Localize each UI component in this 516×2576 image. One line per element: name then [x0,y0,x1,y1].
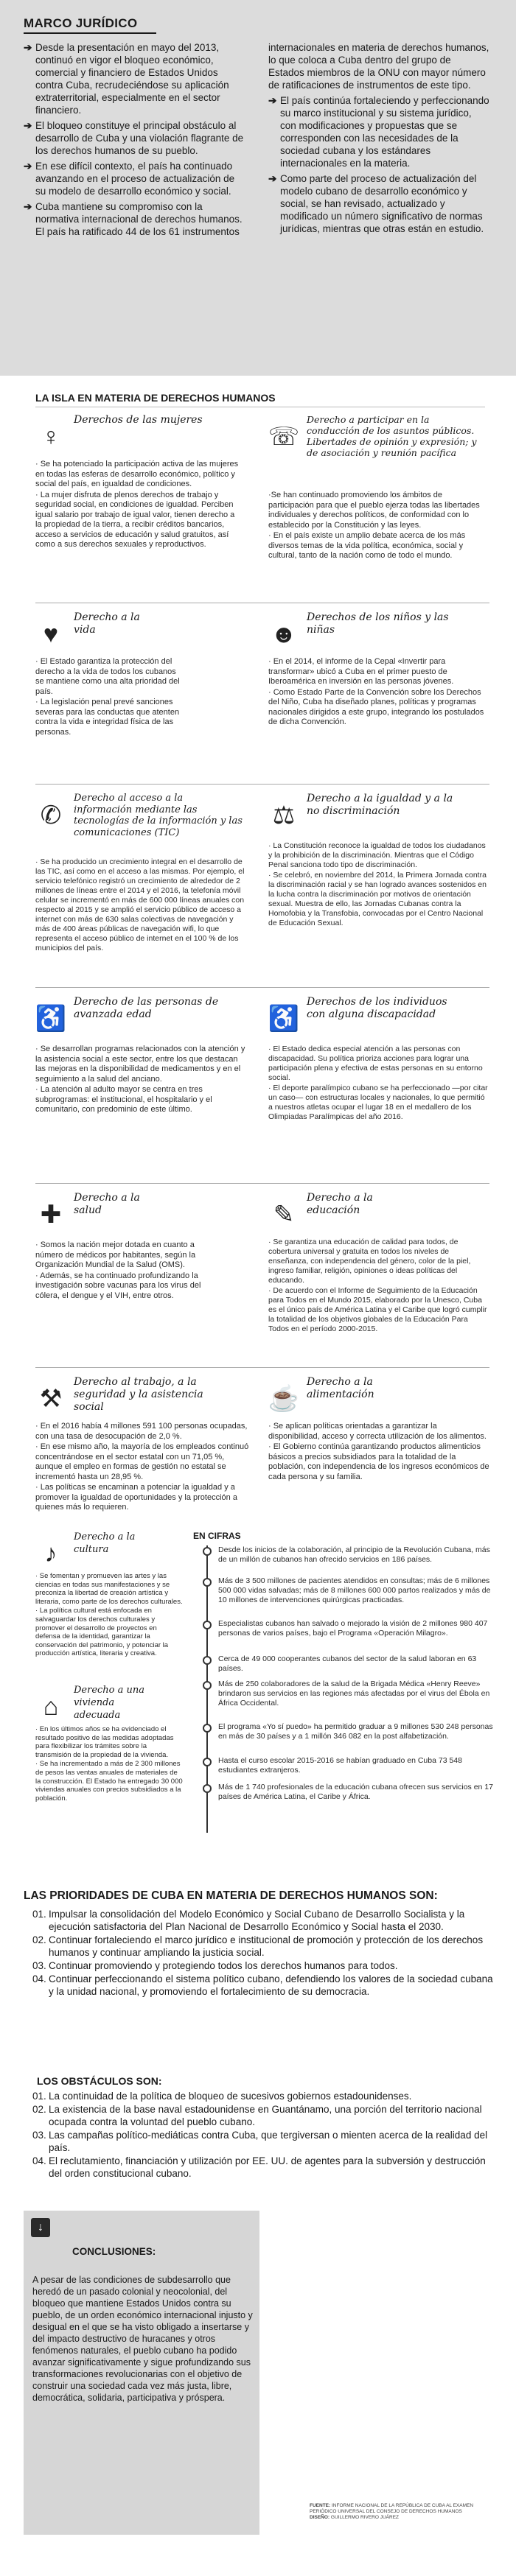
right-title: Derecho a una vivienda adecuada [74,1685,145,1721]
house-icon: ⌂ [43,1692,59,1721]
marco-paragraph: ➔ El bloqueo constituye el principal obstáculo al desarrollo de Cuba y una violación flagrante de los derechos humanos de su pueblo. [24,120,244,156]
timeline-dot [203,1547,212,1556]
conclusiones-box [24,2211,259,2535]
timeline-dot [203,1724,212,1733]
right-description: · La Constitución reconoce la igualdad de todos los ciudadanos y la prohibición de la discriminación. Mientras que el Código Penal sanciona todo tipo de discriminación. · Se celebró, en noviembre del 2014, la Primera Jornada contra la discriminación racial y se han logrado avances sostenidos en la lucha contra la discriminación por motivos de orientación sexual. Muestra de ello, las Jornadas Cubanas contra la Homofobia y la Transfobia, convocadas por el Centro Nacional de Educación Sexual. [268,841,487,927]
right-card-igualdad [268,793,489,977]
right-description: · Somos la nación mejor dotada en cuanto a número de médicos por habitantes, según la Organización Mundial de la Salud (OMS). · Además, se ha continuado profundizando la investigación sobre vacunas para los virus del cólera, el dengue y el VIH, entre otros. [35,1240,201,1300]
cifra-item: Más de 3 500 millones de pacientes atendidos en consultas; más de 6 millones 500 000 vidas salvadas; más de 8 millones 600 000 partos realizados y más de 10 millones de intervenciones quirúrgicas practicadas. [218,1576,491,1604]
right-card-tic [35,793,249,977]
right-title: Derecho de las personas de avanzada edad [74,996,219,1020]
culture-icon: ♪ [44,1539,57,1568]
food-icon: ☕ [268,1385,300,1413]
right-description: · El Estado garantiza la protección del derecho a la vida de todos los cubanos se mantiene como una alta prioridad del país. · La legislación penal prevé sanciones severas para las conductas que atenten contra la vida e integridad física de las personas. [35,657,180,737]
right-card-alimentacion [268,1376,489,1523]
divider [35,1367,489,1368]
list-item: 03. Continuar promoviendo y protegiendo todos los derechos humanos para todos. [32,1960,398,1971]
arrow-icon: ➔ [24,42,32,53]
timeline-dot [203,1681,212,1690]
right-card-educacion [268,1192,489,1361]
right-title: Derecho a la salud [74,1192,140,1216]
right-title: Derecho a la igualdad y a la no discriminación [307,793,453,817]
arrow-icon: ➔ [268,173,277,184]
cifra-item: Hasta el curso escolar 2015-2016 se habían graduado en Cuba 73 548 estudiantes extranjeros. [218,1756,462,1775]
speech-icon: ☏ [268,423,300,451]
elderly-icon: ♿ [35,1005,67,1033]
divider [35,784,489,785]
right-title: Derecho a participar en la conducción de los asuntos públicos. Libertades de opinión y expresión; y de asociación y reunión pacífica [307,414,477,458]
marco-paragraph: ➔ En ese difícil contexto, el país ha continuado avanzando en el proceso de actualización de su modelo de desarrollo económico y social. [24,161,235,197]
right-title: Derecho a la cultura [74,1531,136,1555]
cifra-item: Especialistas cubanos han salvado o mejorado la visión de 2 millones 980 407 personas de varios países, bajo el Programa «Operación Milagro». [218,1619,488,1638]
right-description: ·Se han continuado promoviendo los ámbitos de participación para que el pueblo ejerza todas las libertades individuales y derechos políticos, de conformidad con lo establecido por la Constitución y las leyes. · En el país existe un amplio debate acerca de los más diversos temas de la vida política, económica, social y cultural, tanto de la nación como de todo el mundo. [268,491,480,560]
arrow-icon: ➔ [24,120,32,131]
cifras-title: EN CIFRAS [193,1531,241,1541]
right-card-ninos [268,611,489,773]
isla-section-title: LA ISLA EN MATERIA DE DERECHOS HUMANOS [35,392,276,404]
cifra-item: Más de 250 colaboradores de la salud de la Brigada Médica «Henry Reeve» brindaron sus servicios en las regiones más afectadas por el virus del Ébola en África Occidental. [218,1680,490,1708]
right-title: Derechos de las mujeres [74,414,203,426]
obstaculos-list [32,2090,497,2180]
worker-icon: ⚒ [39,1385,63,1413]
right-card-vida [35,611,227,773]
phone-icon: ✆ [40,801,62,829]
right-card-cultura [35,1531,183,1678]
right-title: Derecho al trabajo, a la seguridad y la asistencia social [74,1376,203,1413]
list-item: 02. La existencia de la base naval estadounidense en Guantánamo, una porción del territorio nacional ocupada contra la voluntad del pueblo cubano. [32,2104,482,2127]
timeline-dot [203,1656,212,1665]
list-item: 01. Impulsar la consolidación del Modelo Económico y Social Cubano de Desarrollo Socialista y la ejecución satisfactoria del Plan Nacional de Desarrollo Económico y Social hasta el 2030. [32,1909,465,1932]
timeline-dot [203,1784,212,1793]
list-item: 04. El reclutamiento, financiación y utilización por EE. UU. de agentes para la subversión y destrucción del orden constitucional cubano. [32,2155,486,2179]
list-item: 03. Las campañas político-mediáticas contra Cuba, que tergiversan o mienten acerca de la realidad del país. [32,2130,488,2153]
right-title: Derecho a la alimentación [307,1376,374,1400]
prioridades-title: LAS PRIORIDADES DE CUBA EN MATERIA DE DERECHOS HUMANOS SON: [24,1889,438,1902]
right-description: · En el 2016 había 4 millones 591 100 personas ocupadas, con una tasa de desocupación de 2,0 %. · En ese mismo año, la mayoría de los empleados continuó concentrándose en el sector estatal con un 71,05 %, aunque el empleo en formas de gestión no estatal se incrementó hasta un 28,95 %. · Las políticas se encaminan a potenciar la igualdad y a promover la igualdad de oportunidades y la protección a quienes más lo requieren. [35,1422,249,1512]
divider [35,987,489,988]
timeline-dot [203,1578,212,1587]
heart-icon: ♥ [43,620,59,648]
marco-paragraph: ➔ Desde la presentación en mayo del 2013, continuó en vigor el bloqueo económico, comercial y financiero de Estados Unidos contra Cuba, recrudeciéndose su aplicación extraterritorial, especialmente en el sector financiero. [24,42,229,116]
arrow-down-icon: ↓ [31,2218,50,2237]
credits: FUENTE: INFORME NACIONAL DE LA REPÚBLICA DE CUBA AL EXAMEN PERIÓDICO UNIVERSAL DEL CONSEJO DE DERECHOS HUMANOS DISEÑO: GUILLERMO RIVERO JUÁREZ [310,2503,474,2520]
arrow-icon: ➔ [24,201,32,212]
right-title: Derechos de los niños y las niñas [307,611,449,636]
list-item: 04. Continuar perfeccionando el sistema político cubano, defendiendo los valores de la sociedad cubana y la unidad nacional, y promoviendo el fortalecimiento de su democracia. [32,1973,493,1997]
right-description: · Se ha producido un crecimiento integral en el desarrollo de las TIC, así como en el acceso a las mismas. Por ejemplo, el servicio telefónico registró un crecimiento de alrededor de 2 millones de líneas entre el 2014 y el 2016, la telefonía móvil celular se incrementó en más de 600 000 líneas anuales con respecto al 2015 y se amplió el servicio público de acceso a internet con más de 630 salas colectivas de navegación y más de 400 áreas públicas de navegación wifi, lo que representa el acceso público de internet en el 100 % de los municipios del país. [35,857,245,952]
right-description: · El Estado dedica especial atención a las personas con discapacidad. Su política prioriza acciones para lograr una participación plena y efectiva de estas personas en su entorno social. · El deporte paralímpico cubano se ha perfeccionado —por citar un caso— con estructuras locales y nacionales, lo que permitió a nuestros atletas ocupar el lugar 18 en el medallero de los Olimpiadas Paralímpicas del año 2016. [268,1045,488,1121]
education-icon: ✎ [273,1201,295,1229]
marco-paragraph: ➔ Como parte del proceso de actualización del modelo cubano de desarrollo económico y social, se han revisado, actualizado y modificado un número significativo de normas jurídicas, mientras que otras están en estudio. [268,173,484,234]
right-title: Derechos de los individuos con alguna discapacidad [307,996,447,1020]
right-card-mujeres [35,414,242,591]
right-description: · Se garantiza una educación de calidad para todos, de cobertura universal y gratuita en todos los niveles de enseñanza, con independencia del género, color de la piel, ingreso familiar, religión, opiniones o ideas políticas del educando. · De acuerdo con el Informe de Seguimiento de la Educación para Todos en el Mundo 2015, elaborado por la Unesco, Cuba es el único país de América Latina y el Caribe que logró cumplir la totalidad de los objetivos globales de la Educación Para Todos en el período 2000-2015. [268,1238,487,1333]
right-description: · Se ha potenciado la participación activa de las mujeres en todas las esferas de desarrollo económico, político y social del país, en igualdad de condiciones. · La mujer disfruta de plenos derechos de trabajo y seguridad social, en condiciones de igualdad. Perciben igual salario por trabajo de igual valor, tienen derecho a la propiedad de la tierra, a recibir créditos bancarios, acceso a servicios de educación y salud gratuitos, así como a sus derechos sexuales y reproductivos. [35,460,239,549]
right-card-adultos-mayores [35,996,249,1173]
cifra-item: Desde los inicios de la colaboración, al principio de la Revolución Cubana, más de un millón de cubanos han ofrecido servicios en 186 países. [218,1545,490,1564]
equality-icon: ⚖ [272,801,296,829]
woman-icon: ♀ [41,422,60,451]
right-title: Derecho al acceso a la información mediante las tecnologías de la información y las comunicaciones (TIC) [74,793,243,838]
cifra-item: Cerca de 49 000 cooperantes cubanos del sector de la salud laboran en 63 países. [218,1654,477,1673]
right-description: · En los últimos años se ha evidenciado el resultado positivo de las medidas adoptadas para flexibilizar los trámites sobre la transmisión de la propiedad de la vivienda. · Se ha incrementado a más de 2 300 millones de pesos las ventas anuales de materiales de la construcción. El Estado ha entregado 30 000 viviendas anuales con precios subsidiados a la población. [35,1725,183,1803]
timeline-dot [203,1621,212,1629]
list-item: 02. Continuar fortaleciendo el marco jurídico e institucional de promoción y protección de los derechos humanos y continuar ampliando la justicia social. [32,1934,484,1958]
conclusiones-text: A pesar de las condiciones de subdesarrollo que heredó de un pasado colonial y neocolonial, del bloqueo que mantiene Estados Unidos contra su pueblo, de un orden económico internacional injusto y desigual en el que se ha visto obligado a insertarse y del impacto destructivo de huracanes y otros fenómenos naturales, el pueblo cubano ha podido avanzar significativamente y sigue profundizando sus transformaciones revolucionarias con el objetivo de construir una sociedad cada vez más justa, libre, democrática, solidaria, participativa y próspera. [32,2275,253,2403]
marco-paragraph: internacionales en materia de derechos humanos, lo que coloca a Cuba dentro del grupo de Estados miembros de la ONU con mayor número de ratificaciones de instrumentos de este tipo. [268,42,489,91]
prioridades-list [32,1908,497,1998]
divider [35,1183,489,1184]
marco-paragraph: ➔ Cuba mantiene su compromiso con la normativa internacional de derechos humanos. El país ha ratificado 44 de los 61 instrumentos [24,201,243,237]
right-title: Derecho a la educación [307,1192,373,1216]
right-description: · Se desarrollan programas relacionados con la atención y la asistencia social a este sector, entre los que destacan las mejoras en la disponibilidad de medicamentos y en el seguimiento a la salud del anciano. · La atención al adulto mayor se centra en tres subprogramas: el institucional, el hospitalario y el comunitario, con predominio de este último. [35,1045,245,1114]
right-description: · Se aplican políticas orientadas a garantizar la disponibilidad, acceso y correcta utilización de los alimentos. · El Gobierno continúa garantizando productos alimenticios básicos a precios subsidiados para la totalidad de la población, con independencia de los ingresos económicos de cada persona y su familia. [268,1422,489,1481]
marco-paragraph: ➔ El país continúa fortaleciendo y perfeccionando su marco institucional y su sistema jurídico, con modificaciones y propuestas que se corresponden con las necesidades de la sociedad cubana y los estándares internacionales en la materia. [268,95,489,169]
right-card-vivienda [35,1684,183,1831]
right-card-salud [35,1192,249,1354]
conclusiones-title: CONCLUSIONES: [72,2246,156,2257]
marco-right-column [268,41,489,238]
list-item: 01. La continuidad de la política de bloqueo de sucesivos gobiernos estadounidenses. [32,2091,412,2102]
right-description: · En el 2014, el informe de la Cepal «Invertir para transformar» ubicó a Cuba en el primer puesto de Iberoamérica en inversión en las personas jóvenes. · Como Estado Parte de la Convención sobre los Derechos del Niño, Cuba ha diseñado planes, políticas y programas nacionales dirigidos a este grupo, integrando los postulados de dicha Convención. [268,657,484,726]
wheelchair-icon: ♿ [268,1005,300,1033]
arrow-icon: ➔ [24,161,32,172]
marco-left-column [24,41,245,241]
obstaculos-title: LOS OBSTÁCULOS SON: [37,2075,162,2087]
right-card-discapacidad [268,996,489,1173]
right-title: Derecho a la vida [74,611,140,636]
health-icon: ✚ [40,1201,62,1229]
right-card-participacion [268,414,489,591]
right-card-trabajo [35,1376,249,1523]
cifra-item: El programa «Yo sí puedo» ha permitido graduar a 9 millones 530 248 personas en más de 30 países y a 1 millón 346 082 en la post alfabetización. [218,1722,493,1741]
cifra-item: Más de 1 740 profesionales de la educación cubana ofrecen sus servicios en 17 países de América Latina, el Caribe y África. [218,1783,493,1801]
arrow-icon: ➔ [268,95,277,106]
children-icon: ☻ [271,620,297,648]
marco-juridico-title: MARCO JURÍDICO [24,16,138,30]
timeline-dot [203,1758,212,1766]
right-description: · Se fomentan y promueven las artes y las ciencias en todas sus manifestaciones y se preconiza la libertad de creación artística y literaria, como parte de los derechos culturales. · La política cultural está enfocada en salvaguardar los derechos culturales y promover el desarrollo de proyectos en defensa de la identidad, garantizar la conservación del patrimonio, y potenciar la producción artística, literaria y creativa. [35,1572,183,1658]
title-underline [24,32,156,34]
